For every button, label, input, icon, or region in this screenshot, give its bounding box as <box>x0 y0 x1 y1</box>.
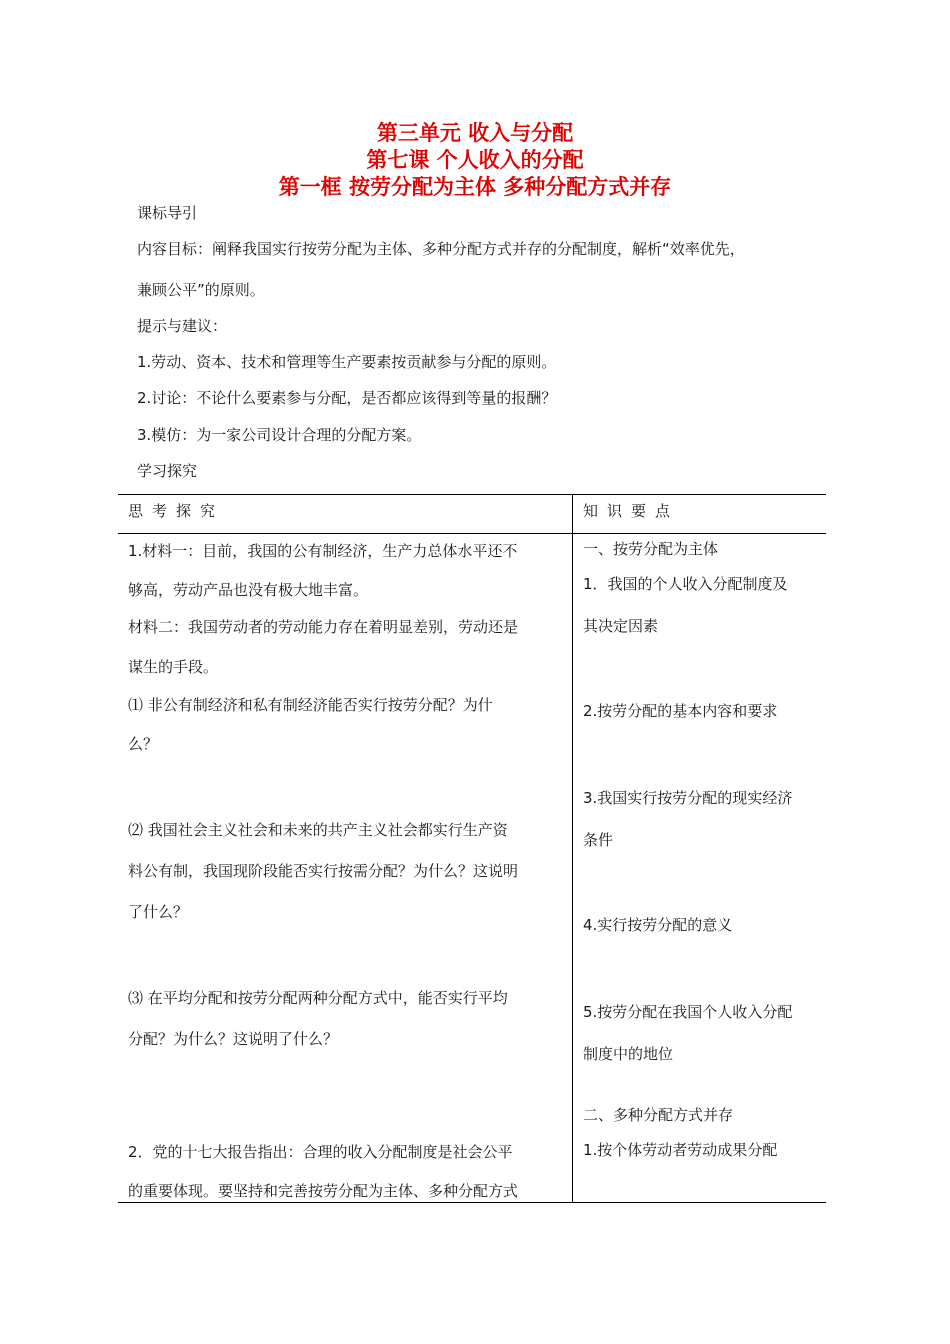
right-line: 一、按劳分配为主体 <box>583 540 719 558</box>
content-goal-line1: 内容目标：阐释我国实行按劳分配为主体、多种分配方式并存的分配制度，解析“效率优先， <box>137 240 745 258</box>
column-divider <box>572 495 573 1202</box>
left-line: 么？ <box>128 735 159 753</box>
header-thinking: 思考探究 <box>128 502 225 520</box>
left-line: 够高，劳动产品也没有极大地丰富。 <box>128 581 369 599</box>
right-line: 5.按劳分配在我国个人收入分配 <box>583 1003 793 1021</box>
left-line: 了什么？ <box>128 903 189 921</box>
header-knowledge: 知识要点 <box>583 502 680 520</box>
left-line: 1.材料一：目前，我国的公有制经济，生产力总体水平还不 <box>128 542 518 560</box>
title-block <box>0 120 950 201</box>
right-line: 条件 <box>583 831 614 849</box>
left-line: 材料二：我国劳动者的劳动能力存在着明显差别，劳动还是 <box>128 618 519 636</box>
left-line: 谋生的手段。 <box>128 658 219 676</box>
tip-item: 3.模仿：为一家公司设计合理的分配方案。 <box>137 426 422 444</box>
right-line: 3.我国实行按劳分配的现实经济 <box>583 789 793 807</box>
left-line: 2．党的十七大报告指出：合理的收入分配制度是社会公平 <box>128 1143 513 1161</box>
guide-heading: 课标导引 <box>137 204 198 222</box>
content-goal-line2: 兼顾公平”的原则。 <box>137 281 265 299</box>
tips-heading: 提示与建议： <box>137 317 228 335</box>
right-line: 2.按劳分配的基本内容和要求 <box>583 702 778 720</box>
left-line: ⑶ 在平均分配和按劳分配两种分配方式中，能否实行平均 <box>128 989 508 1007</box>
left-line: ⑴ 非公有制经济和私有制经济能否实行按劳分配？为什 <box>128 696 493 714</box>
right-line: 制度中的地位 <box>583 1045 674 1063</box>
left-line: ⑵ 我国社会主义社会和未来的共产主义社会都实行生产资 <box>128 821 508 839</box>
left-line: 的重要体现。要坚持和完善按劳分配为主体、多种分配方式 <box>128 1182 519 1200</box>
study-heading: 学习探究 <box>137 462 198 480</box>
lesson-title: 第七课 个人收入的分配 <box>366 148 584 172</box>
left-line: 分配？为什么？这说明了什么？ <box>128 1030 339 1048</box>
right-line: 1.按个体劳动者劳动成果分配 <box>583 1141 778 1159</box>
right-line: 其决定因素 <box>583 617 659 635</box>
frame-title: 第一框 按劳分配为主体 多种分配方式并存 <box>278 175 672 199</box>
right-line: 1．我国的个人收入分配制度及 <box>583 575 788 593</box>
study-table <box>118 494 826 1203</box>
left-line: 料公有制，我国现阶段能否实行按需分配？为什么？这说明 <box>128 862 519 880</box>
tip-item: 2.讨论：不论什么要素参与分配，是否都应该得到等量的报酬？ <box>137 389 557 407</box>
right-line: 二、多种分配方式并存 <box>583 1106 734 1124</box>
header-divider <box>118 533 826 534</box>
right-line: 4.实行按劳分配的意义 <box>583 916 733 934</box>
tip-item: 1.劳动、资本、技术和管理等生产要素按贡献参与分配的原则。 <box>137 353 557 371</box>
unit-title: 第三单元 收入与分配 <box>376 121 574 145</box>
